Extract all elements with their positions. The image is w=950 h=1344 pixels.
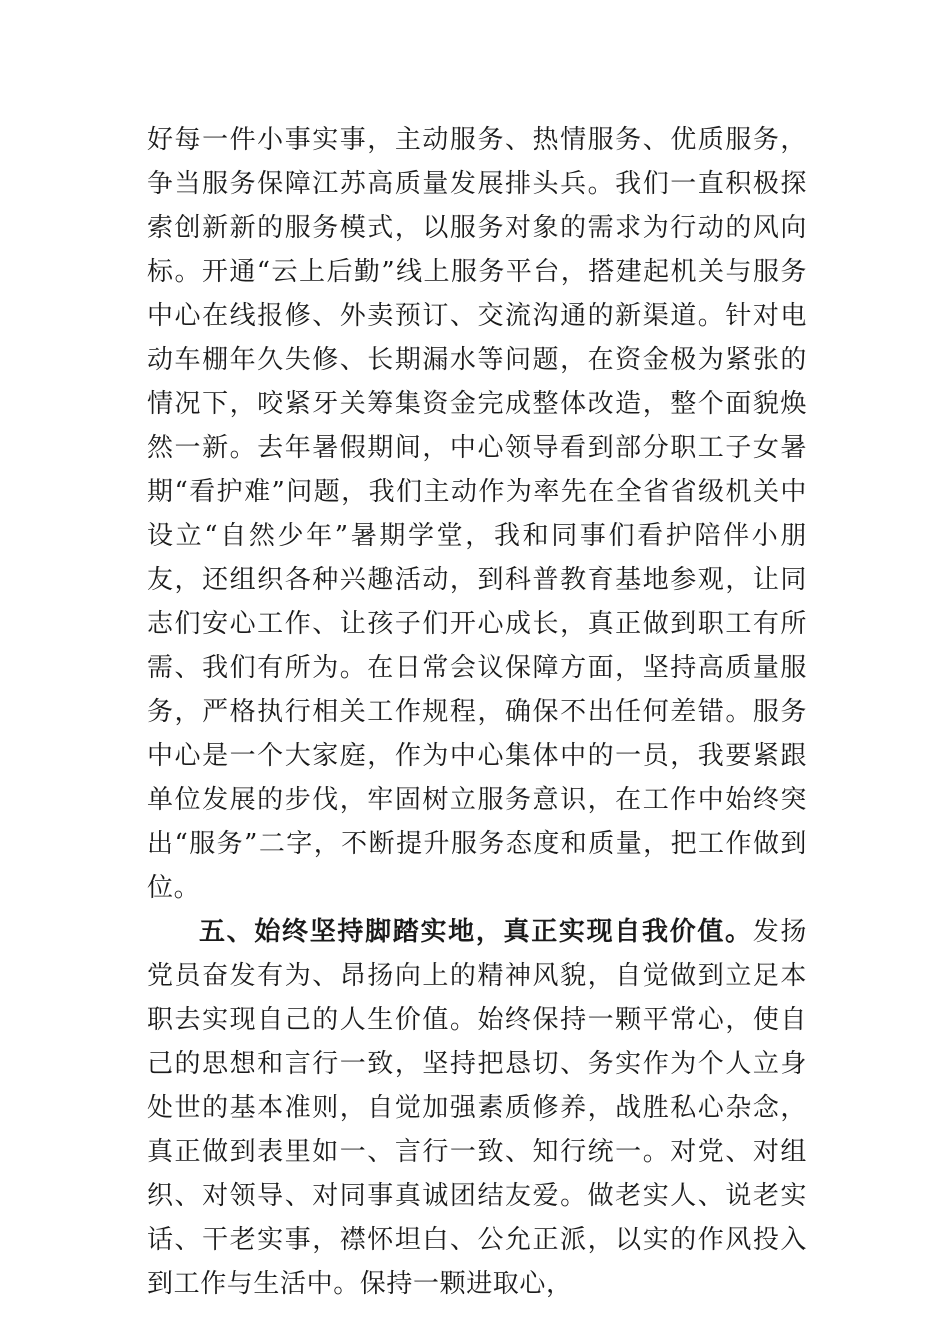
paragraph-service-work: 好每一件小事实事，主动服务、热情服务、优质服务，争当服务保障江苏高质量发展排头兵。我们一直积极探索创新新的服务模式，以服务对象的需求为行动的风向标。开通“云上后勤”线上服务平台，搭建起机关与服务中心在线报修、外卖预订、交流沟通的新渠道。针对电动车棚年久失修、长期漏水等问题，在资金极为紧张的情况下，咬紧牙关筹集资金完成整体改造，整个面貌焕然一新。去年暑假期间，中心领导看到部分职工子女暑期“看护难”问题，我们主动作为率先在全省省级机关中设立“自然少年”暑期学堂，我和同事们看护陪伴小朋友，还组织各种兴趣活动，到科普教育基地参观，让同志们安心工作、让孩子们开心成长，真正做到职工有所需、我们有所为。在日常会议保障方面，坚持高质量服务，严格执行相关工作规程，确保不出任何差错。服务中心是一个大家庭，作为中心集体中的一员，我要紧跟单位发展的步伐，牢固树立服务意识，在工作中始终突出“服务”二字，不断提升服务态度和质量，把工作做到位。: [147, 125, 807, 903]
section-heading-five: 五、始终坚持脚踏实地，真正实现自我价值。: [199, 917, 753, 947]
paragraph-self-value-text: 发扬党员奋发有为、昂扬向上的精神风貌，自觉做到立足本职去实现自己的人生价值。始终保持一颗平常心，使自己的思想和言行一致，坚持把恳切、务实作为个人立身处世的基本准则，自觉加强素质修养，战胜私心杂念，真正做到表里如一、言行一致、知行统一。对党、对组织、对领导、对同事真诚团结友爱。做老实人、说老实话、干老实事，襟怀坦白、公允正派，以实的作风投入到工作与生活中。保持一颗进取心，: [147, 917, 807, 1299]
paragraph-self-value: [147, 910, 807, 1306]
document-body: [147, 118, 807, 1306]
